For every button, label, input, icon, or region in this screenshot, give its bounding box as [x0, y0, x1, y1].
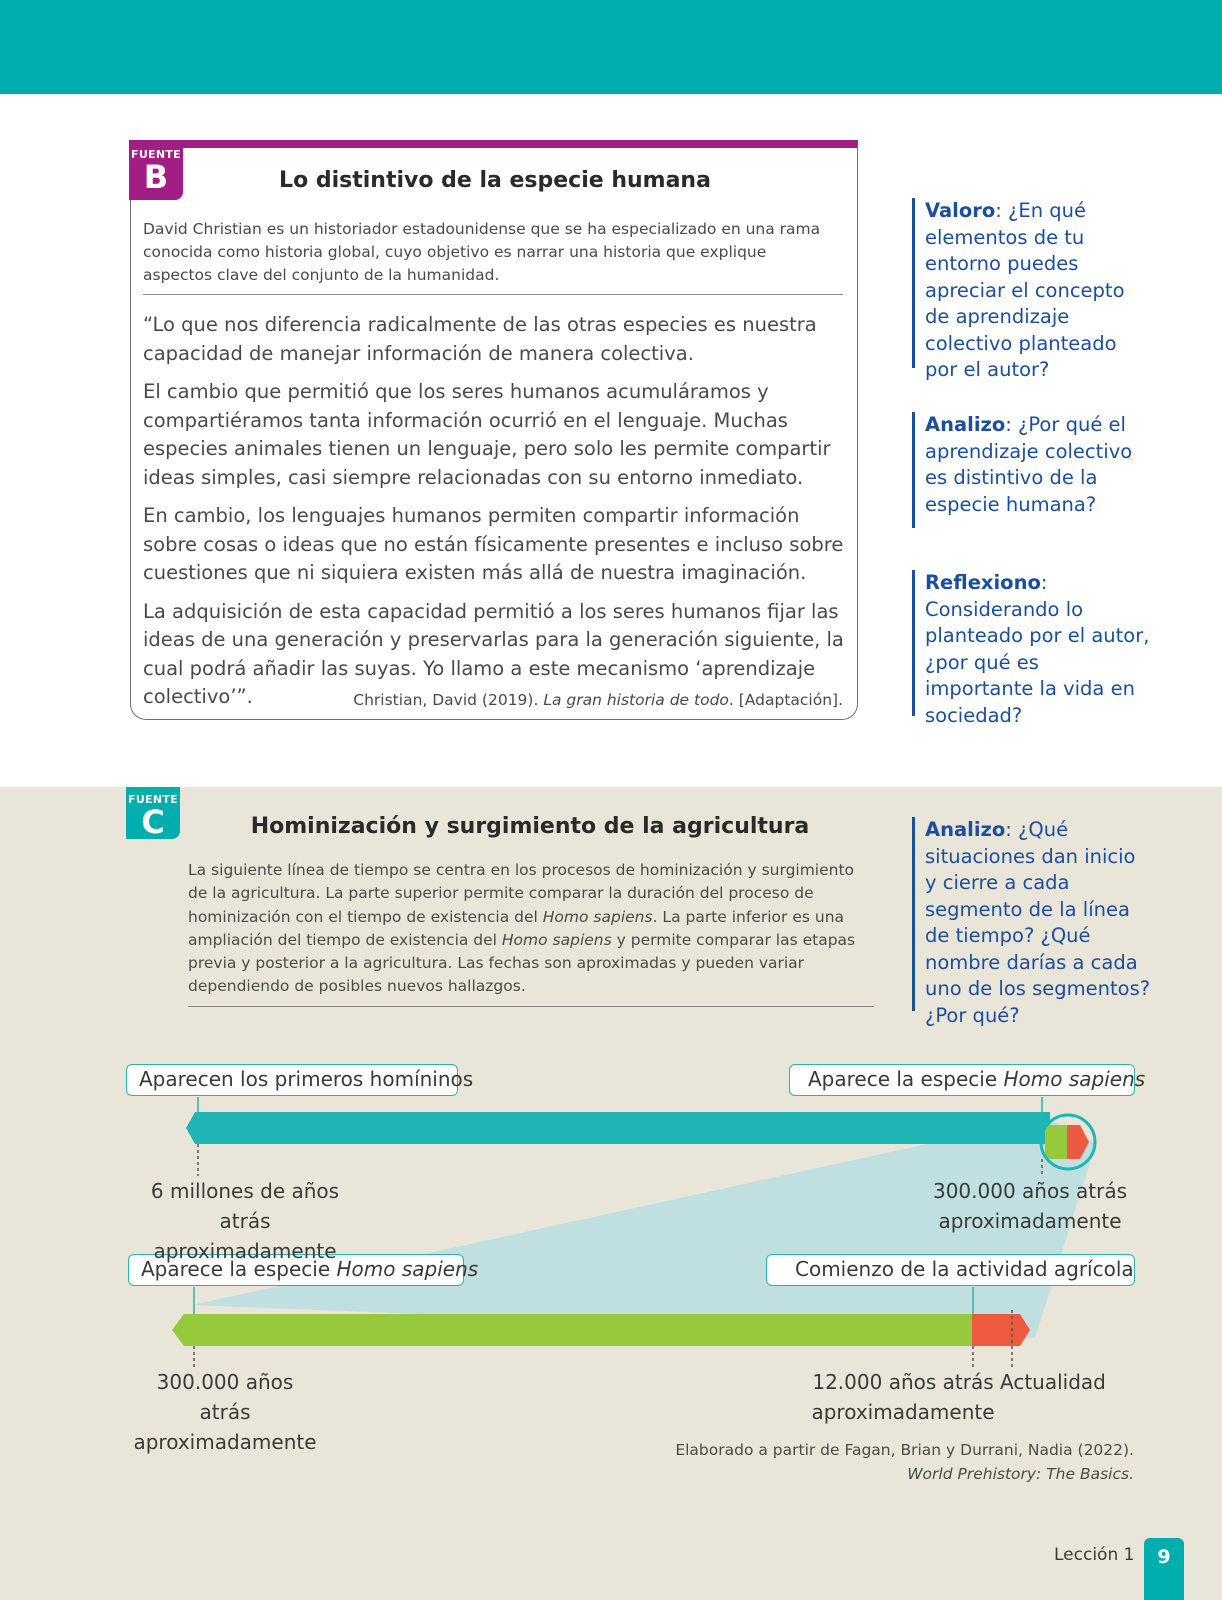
- timeline-label-agriculture: Comienzo de la actividad agrícola: [766, 1254, 1135, 1286]
- date-line: 300.000 años atrás: [932, 1179, 1127, 1203]
- badge-label: FUENTE: [131, 148, 181, 161]
- label-text: Aparece la especie: [808, 1067, 1004, 1091]
- timeline-top-sapiens-green: [1045, 1125, 1067, 1159]
- label-italic: Homo sapiens: [1003, 1067, 1146, 1091]
- intro-italic: Homo sapiens: [542, 907, 653, 926]
- question-label: Analizo: [925, 413, 1006, 436]
- date-line: aproximadamente: [133, 1430, 317, 1454]
- page-number: 9: [1144, 1538, 1184, 1600]
- timeline-label-homo-sapiens-top: [789, 1064, 1146, 1096]
- citation-title: La gran historia de todo: [543, 691, 729, 709]
- source-c-title: Hominización y surgimiento de la agricultura: [250, 814, 810, 839]
- question-label: Valoro: [925, 199, 996, 222]
- intro-text: . La parte inferior es una ampliación del tiempo de existencia del: [188, 907, 845, 949]
- label-text: Aparece la especie: [141, 1257, 337, 1281]
- intro-italic: Homo sapiens: [501, 930, 612, 949]
- timeline-date-12000: [808, 1367, 998, 1427]
- badge-label: FUENTE: [128, 793, 178, 806]
- question-text: : Considerando lo planteado por el autor, ¿por qué es importante la vida en sociedad?: [925, 571, 1150, 727]
- citation-author: Christian, David (2019).: [353, 691, 544, 709]
- quote-paragraph: El cambio que permitió que los seres humanos acumuláramos y compartiéramos tanta información ocurrió en el lenguaje. Muchas especies animales tienen un lenguaje, pero solo les permite compartir ideas simples, casi siempre relacionadas con su entorno inmediato.: [143, 380, 831, 489]
- date-line: 300.000 años atrás: [156, 1370, 294, 1424]
- date-line: 12.000 años atrás: [812, 1370, 994, 1394]
- source-c-reference: [675, 1438, 1134, 1486]
- badge-letter: C: [141, 803, 165, 841]
- date-line: aproximadamente: [938, 1209, 1122, 1233]
- quote-paragraph: En cambio, los lenguajes humanos permiten compartir información sobre cosas o ideas que no están físicamente presentes e incluso sobre cuestiones que ni siquiera existen más allá de nuestra imaginación.: [143, 504, 844, 584]
- intro-text: La siguiente línea de tiempo se centra en los procesos de hominización y surgimiento de la agricultura. La parte superior permite comparar la duración del proceso de hominización con el tiempo de existencia del: [188, 861, 855, 926]
- source-b-title: Lo distintivo de la especie humana: [279, 168, 711, 193]
- quote-paragraph: La adquisición de esta capacidad permitió a los seres humanos fijar las ideas de una generación y preservarlas para la generación siguiente, la cual podrá añadir las suyas. Yo llamo a este mecanismo ‘aprendizaje colectivo’”.: [143, 599, 844, 708]
- timeline-date-300000-top: [925, 1176, 1135, 1236]
- footer-lesson: Lección 1: [1054, 1545, 1135, 1565]
- date-line: aproximadamente: [153, 1239, 337, 1263]
- badge-letter: B: [143, 158, 169, 196]
- intro-text: y permite comparar las etapas previa y posterior a la agricultura. Las fechas son aproximadas y pueden variar dependiendo de posibles nuevos hallazgos.: [188, 930, 856, 996]
- question-text: : ¿Por qué el aprendizaje colectivo es distintivo de la especie humana?: [925, 413, 1133, 516]
- reference-line: Elaborado a partir de Fagan, Brian y Durrani, Nadia (2022).: [675, 1441, 1134, 1459]
- question-label: Analizo: [925, 818, 1006, 841]
- question-text: : ¿En qué elementos de tu entorno puedes apreciar el concepto de aprendizaje colectivo planteado por el autor?: [925, 199, 1125, 381]
- label-italic: Homo sapiens: [336, 1257, 479, 1281]
- timeline-date-300000-bottom: [130, 1367, 320, 1457]
- date-line: 6 millones de años atrás: [150, 1179, 340, 1233]
- timeline-top-bar: [186, 1112, 1050, 1144]
- source-b-intro: David Christian es un historiador estadounidense que se ha especializado en una rama conocida como historia global, cuyo objetivo es narrar una historia que explique aspectos clave del conjunto de la humanidad.: [143, 220, 821, 284]
- timeline-date-present: Actualidad: [1000, 1370, 1106, 1394]
- timeline-bottom-red-bar: [972, 1314, 1030, 1346]
- timeline-label-first-hominins: Aparecen los primeros homíninos: [126, 1064, 458, 1096]
- timeline-bottom-green-bar: [172, 1314, 972, 1346]
- date-line: aproximadamente: [811, 1400, 995, 1424]
- timeline-date-6-million: [125, 1176, 365, 1266]
- quote-paragraph: “Lo que nos diferencia radicalmente de las otras especies es nuestra capacidad de manejar información de manera colectiva.: [143, 313, 817, 365]
- reference-title: World Prehistory: The Basics.: [907, 1465, 1134, 1483]
- question-label: Reflexiono: [925, 571, 1041, 594]
- question-text: : ¿Qué situaciones dan inicio y cierre a cada segmento de la línea de tiempo? ¿Qué nombre darías a cada uno de los segmentos? ¿Por qué?: [925, 818, 1151, 1027]
- citation-suffix: . [Adaptación].: [728, 691, 843, 709]
